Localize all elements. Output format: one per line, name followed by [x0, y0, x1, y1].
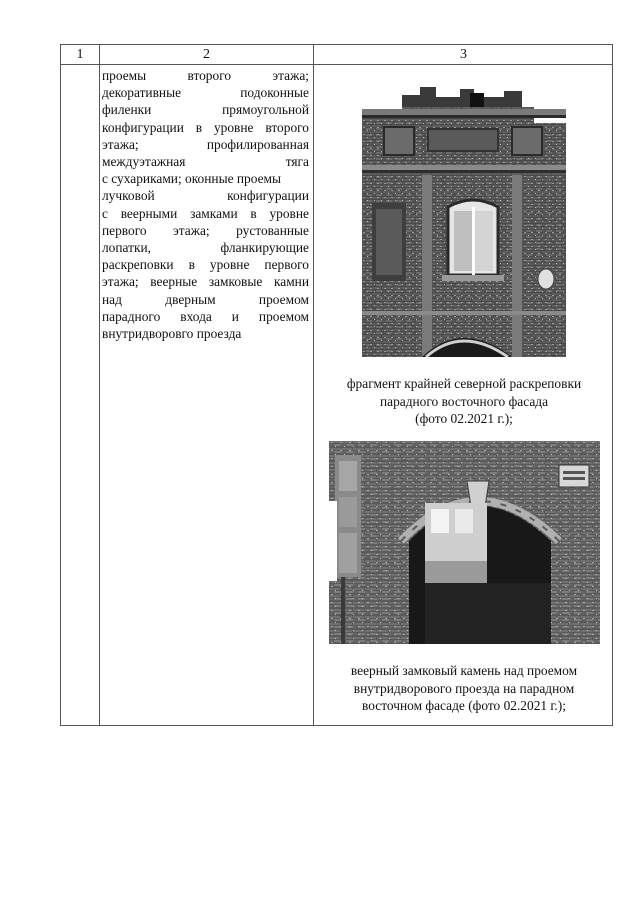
description-line: над дверным проемом [102, 291, 309, 307]
caption-line: фрагмент крайней северной раскреповки [346, 376, 582, 391]
description-line: декоративные подоконные [102, 85, 309, 101]
description-line: раскреповки в уровне первого [102, 257, 309, 273]
archway-keystone-photo [329, 441, 600, 644]
header-col-2: 2 [203, 47, 210, 62]
header-divider [61, 64, 612, 65]
description-line: внутридворовго проезда [102, 326, 242, 342]
column-divider-1 [99, 45, 100, 725]
caption-line: (фото 02.2021 г.); [415, 411, 513, 427]
description-line: филенки прямоугольной [102, 102, 309, 118]
description-line: с веерными замками в уровне [102, 205, 309, 221]
heritage-table [60, 44, 613, 726]
caption-line: внутридворового проезда на парадном [353, 680, 575, 696]
description-line: этажа; профилированная [102, 136, 309, 152]
archway-keystone-caption [315, 662, 613, 715]
element-description [102, 67, 309, 342]
description-line: парадного входа и проемом [102, 308, 309, 324]
description-line: проемы второго этажа; [102, 68, 309, 83]
column-divider-2 [313, 45, 314, 725]
header-col-1: 1 [76, 47, 84, 62]
description-line: междуэтажная тяга [102, 154, 309, 170]
caption-line: восточном фасаде (фото 02.2021 г.); [362, 698, 566, 714]
caption-line: парадного восточного фасада [379, 393, 549, 409]
facade-fragment-photo [362, 83, 566, 357]
description-line: лопатки, фланкирующие [102, 240, 309, 256]
caption-line: веерный замковый камень над проемом [350, 663, 578, 678]
description-line: первого этажа; рустованные [102, 222, 309, 238]
description-line: с сухариками; оконные проемы [102, 171, 282, 187]
description-line: лучковой конфигурации [102, 188, 309, 204]
description-line: этажа; веерные замковые камни [102, 274, 309, 290]
description-line: конфигурации в уровне второго [102, 119, 309, 135]
header-col-3: 3 [460, 47, 467, 62]
facade-fragment-caption [315, 375, 613, 428]
